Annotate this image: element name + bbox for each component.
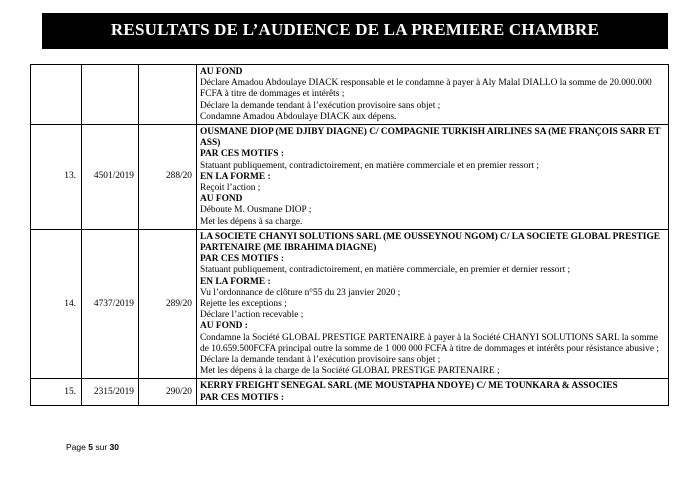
decision-text — [197, 379, 669, 405]
decision-line: Déboute M. Ousmane DIOP ; — [200, 205, 312, 216]
decision-line: Condamne la Société GLOBAL PRESTIGE PARTENAIRE à payer à la Société CHANYI SOLUTIONS SARL la somme de 10.659.500FCFA principal outre la somme de 1 000 000 FCFA à titre de dommages et intérêts pour résistance abusive ; — [200, 332, 659, 354]
table-row — [31, 379, 669, 405]
section-heading: AU FOND — [200, 194, 243, 205]
decision-text — [197, 229, 669, 379]
decision-number: 288/20 — [139, 125, 197, 230]
page-title: RESULTATS DE L’AUDIENCE DE LA PREMIERE CHAMBRE — [110, 20, 600, 39]
decision-text — [197, 125, 669, 230]
section-heading: AU FOND : — [200, 321, 248, 332]
decision-line: Condamne Amadou Abdoulaye DIACK aux dépens. — [200, 111, 397, 122]
section-heading: PAR CES MOTIFS : — [200, 392, 284, 403]
rg-number: 2315/2019 — [82, 379, 139, 405]
decision-number: 289/20 — [139, 229, 197, 379]
rg-number: 4737/2019 — [82, 229, 139, 379]
row-number — [31, 65, 82, 125]
table-row — [31, 125, 669, 230]
decision-line: Met les dépens à la charge de la Société GLOBAL PRESTIGE PARTENAIRE ; — [200, 366, 500, 377]
section-heading: OUSMANE DIOP (ME DJIBY DIAGNE) C/ COMPAGNIE TURKISH AIRLINES SA (ME FRANÇOIS SARR ET ASS) — [200, 127, 661, 149]
decision-number — [139, 65, 197, 125]
decision-number: 290/20 — [139, 379, 197, 405]
decision-line: Met les dépens à sa charge. — [200, 216, 303, 227]
table-row — [31, 229, 669, 379]
row-number: 15. — [31, 379, 82, 405]
decision-line: Déclare la demande tendant à l’exécution provisoire sans objet ; — [200, 100, 441, 111]
section-heading: PAR CES MOTIFS : — [200, 149, 284, 160]
rg-number — [82, 65, 139, 125]
row-number: 14. — [31, 229, 82, 379]
results-table — [30, 64, 669, 406]
decision-line: Déclare Amadou Abdoulaye DIACK responsable et le condamne à payer à Aly Malal DIALLO la somme de 20.000.000 FCFA à titre de dommages et intérêts ; — [200, 78, 652, 100]
rg-number: 4501/2019 — [82, 125, 139, 230]
decision-line: Déclare l’action recevable ; — [200, 310, 304, 321]
footer-sep: sur — [95, 442, 108, 452]
section-heading: KERRY FREIGHT SENEGAL SARL (ME MOUSTAPHA NDOYE) C/ ME TOUNKARA & ASSOCIES — [200, 381, 618, 392]
row-number: 13. — [31, 125, 82, 230]
section-heading: EN LA FORME : — [200, 171, 271, 182]
section-heading: PAR CES MOTIFS : — [200, 254, 284, 265]
decision-line: Déclare la demande tendant à l’exécution provisoire sans objet ; — [200, 355, 441, 366]
table-row — [31, 65, 669, 125]
page-title-banner — [42, 13, 668, 49]
section-heading: LA SOCIETE CHANYI SOLUTIONS SARL (ME OUSSEYNOU NGOM) C/ LA SOCIETE GLOBAL PRESTIGE PARTENAIRE (ME IBRAHIMA DIAGNE) — [200, 231, 660, 254]
decision-line: Statuant publiquement, contradictoirement, en matière commerciale, en premier et dernier ressort ; — [200, 265, 571, 276]
section-heading: EN LA FORME : — [200, 276, 271, 287]
footer-page-label: Page — [66, 442, 86, 452]
decision-line: Rejette les exceptions ; — [200, 299, 287, 310]
page-footer — [66, 442, 119, 452]
decision-line: Statuant publiquement, contradictoirement, en matière commerciale et en premier ressort ; — [200, 160, 539, 171]
decision-line: Reçoit l’action ; — [200, 183, 261, 194]
section-heading: AU FOND — [200, 67, 243, 77]
decision-text — [197, 65, 669, 125]
footer-page-number: 5 — [88, 442, 93, 452]
decision-line: Vu l’ordonnance de clôture n°55 du 23 janvier 2020 ; — [200, 287, 401, 298]
footer-page-total: 30 — [109, 442, 119, 452]
